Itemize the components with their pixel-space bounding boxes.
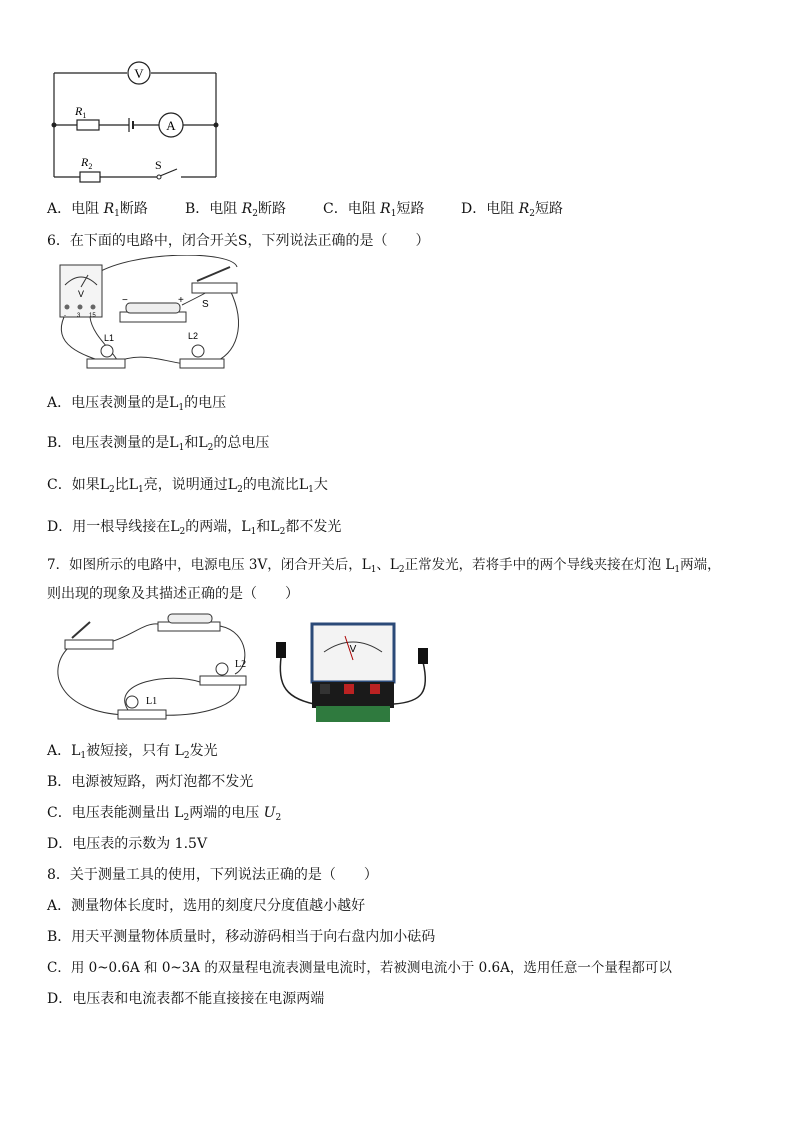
battery-minus: −: [122, 295, 128, 306]
q5-circuit-diagram: [45, 55, 230, 185]
q7-battery: [158, 614, 220, 631]
q7-circuit-illustration: [50, 612, 270, 724]
terminal-3: 3: [77, 313, 81, 319]
q5-option-d[interactable]: D．电阻 $R_2$短路: [461, 201, 563, 219]
q6-lamp-l1: [87, 333, 125, 368]
q6-voltmeter: [60, 265, 102, 319]
battery-plus: +: [178, 295, 184, 306]
q6-option-d[interactable]: D．用一根导线接在$L_2$的两端，$L_1$和$L_2$都不发光: [47, 519, 342, 537]
q7-option-d[interactable]: D．电压表的示数为 1.5V: [47, 836, 208, 852]
q6-meter-label: V: [77, 289, 85, 299]
q6-battery: [120, 295, 186, 322]
q5-options: [47, 200, 563, 223]
terminal-15: 15: [89, 313, 96, 319]
switch-label: S: [155, 158, 162, 172]
voltmeter-symbol: [128, 62, 150, 84]
q6-switch-label: S: [202, 299, 209, 310]
q6-lamp-l2: [180, 331, 224, 368]
voltmeter-label: V: [134, 66, 144, 81]
q8-option-c[interactable]: C．用 0~0.6A 和 0~3A 的双量程电流表测量电流时，若被测电流小于 0.6A，选用任意一个量程都可以: [47, 960, 672, 976]
q5-option-b[interactable]: B．电阻 $R_2$断路: [185, 201, 287, 219]
q7-stem-line2: 则出现的现象及其描述正确的是（ ）: [47, 586, 299, 602]
q7-l1-label: L1: [146, 696, 158, 707]
q8-option-b[interactable]: B．用天平测量物体质量时，移动游码相当于向右盘内加小砝码: [47, 929, 436, 945]
q7-voltmeter-photo: [272, 622, 437, 726]
ammeter-symbol: [159, 113, 183, 137]
q8-option-d[interactable]: D．电压表和电流表都不能直接接在电源两端: [47, 991, 325, 1007]
q7-stem-line1: 7．如图所示的电路中，电源电压 3V，闭合开关后，$L_1$、$L_2$正常发光，若将手中的两个导线夹接在灯泡 $L_1$两端，: [47, 557, 721, 575]
q6-switch: [192, 267, 237, 310]
q7-lamp-l2: [200, 659, 246, 685]
q7-meter-label: V: [349, 644, 357, 655]
q7-switch: [65, 622, 113, 649]
q6-option-b[interactable]: B．电压表测量的是$L_1$和$L_2$的总电压: [47, 435, 270, 453]
q5-option-c[interactable]: C．电阻 $R_1$短路: [323, 201, 425, 219]
r1-label: $R_1$: [75, 104, 87, 120]
terminal-minus: -: [64, 313, 66, 319]
q5-option-a[interactable]: A．电阻 $R_1$断路: [47, 201, 148, 219]
q6-option-c[interactable]: C．如果$L_2$比$L_1$亮，说明通过$L_2$的电流比$L_1$大: [47, 477, 328, 495]
r2-label: $R_2$: [81, 155, 93, 171]
q8-option-a[interactable]: A．测量物体长度时，选用的刻度尺分度值越小越好: [47, 898, 366, 914]
q6-l1-label: L1: [104, 333, 115, 343]
q6-option-a[interactable]: A．电压表测量的是$L_1$的电压: [47, 395, 227, 413]
q8-stem: 8．关于测量工具的使用，下列说法正确的是（ ）: [47, 867, 378, 883]
q6-l2-label: L2: [188, 331, 199, 341]
q7-option-b[interactable]: B．电源被短路，两灯泡都不发光: [47, 774, 254, 790]
q6-circuit-illustration: [52, 255, 252, 377]
ammeter-label: A: [166, 118, 176, 133]
q7-option-c[interactable]: C．电压表能测量出 $L_2$两端的电压 $U_2$: [47, 805, 282, 823]
q7-option-a[interactable]: A．$L_1$被短接，只有 $L_2$发光: [47, 743, 218, 761]
q7-l2-label: L2: [235, 659, 247, 670]
q6-stem: 6．在下面的电路中，闭合开关S，下列说法正确的是（ ）: [47, 233, 430, 249]
